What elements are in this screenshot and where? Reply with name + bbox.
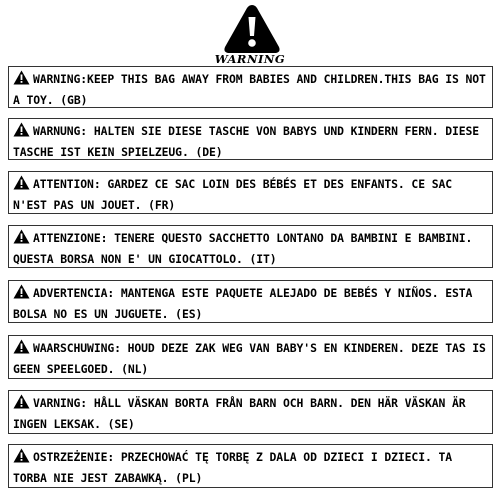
warning-box-se	[8, 390, 493, 434]
warning-triangle-icon	[13, 339, 30, 354]
warning-box-de	[8, 118, 493, 160]
warning-box-es	[8, 280, 493, 323]
warning-triangle-icon	[13, 175, 30, 190]
warning-triangle-icon	[222, 3, 282, 55]
warning-text-se: VARNING: HÅLL VÄSKAN BORTA FRÅN BARN OCH BARN. DEN HÄR VÄSKAN ÄR INGEN LEKSAK. (SE)	[13, 396, 466, 431]
warning-text-gb: WARNING:KEEP THIS BAG AWAY FROM BABIES AND CHILDREN.THIS BAG IS NOT A TOY. (GB)	[13, 72, 486, 107]
warning-triangle-icon	[13, 229, 30, 244]
warning-box-pl	[8, 444, 493, 488]
warning-text-es: ADVERTENCIA: MANTENGA ESTE PAQUETE ALEJADO DE BEBÉS Y NIÑOS. ESTA BOLSA NO ES UN JUGUETE. (ES)	[13, 286, 473, 321]
warning-box-nl	[8, 335, 493, 379]
warning-text-fr: ATTENTION: GARDEZ CE SAC LOIN DES BÉBÉS ET DES ENFANTS. CE SAC N'EST PAS UN JOUET. (FR)	[13, 177, 452, 212]
warning-text-pl: OSTRZEŻENIE: PRZECHOWAĆ TĘ TORBĘ Z DALA OD DZIECI I DZIECI. TA TORBA NIE JEST ZABAWKĄ. (PL)	[13, 450, 452, 485]
warning-box-gb	[8, 66, 493, 108]
warning-triangle-icon	[13, 70, 30, 85]
warning-box-it	[8, 225, 493, 268]
warning-header	[0, 0, 500, 66]
warning-triangle-icon	[13, 122, 30, 137]
warning-box-fr	[8, 171, 493, 214]
warning-text-nl: WAARSCHUWING: HOUD DEZE ZAK WEG VAN BABY'S EN KINDEREN. DEZE TAS IS GEEN SPEELGOED. (NL)	[13, 341, 486, 376]
warning-text-it: ATTENZIONE: TENERE QUESTO SACCHETTO LONTANO DA BAMBINI E BAMBINI. QUESTA BORSA NON E' UN GIOCATTOLO. (IT)	[13, 231, 473, 266]
warning-text-de: WARNUNG: HALTEN SIE DIESE TASCHE VON BABYS UND KINDERN FERN. DIESE TASCHE IST KEIN SPIELZEUG. (DE)	[13, 124, 480, 159]
warning-triangle-icon	[13, 284, 30, 299]
warning-triangle-icon	[13, 448, 30, 463]
warning-triangle-icon	[13, 394, 30, 409]
warning-title: WARNING	[214, 52, 286, 66]
